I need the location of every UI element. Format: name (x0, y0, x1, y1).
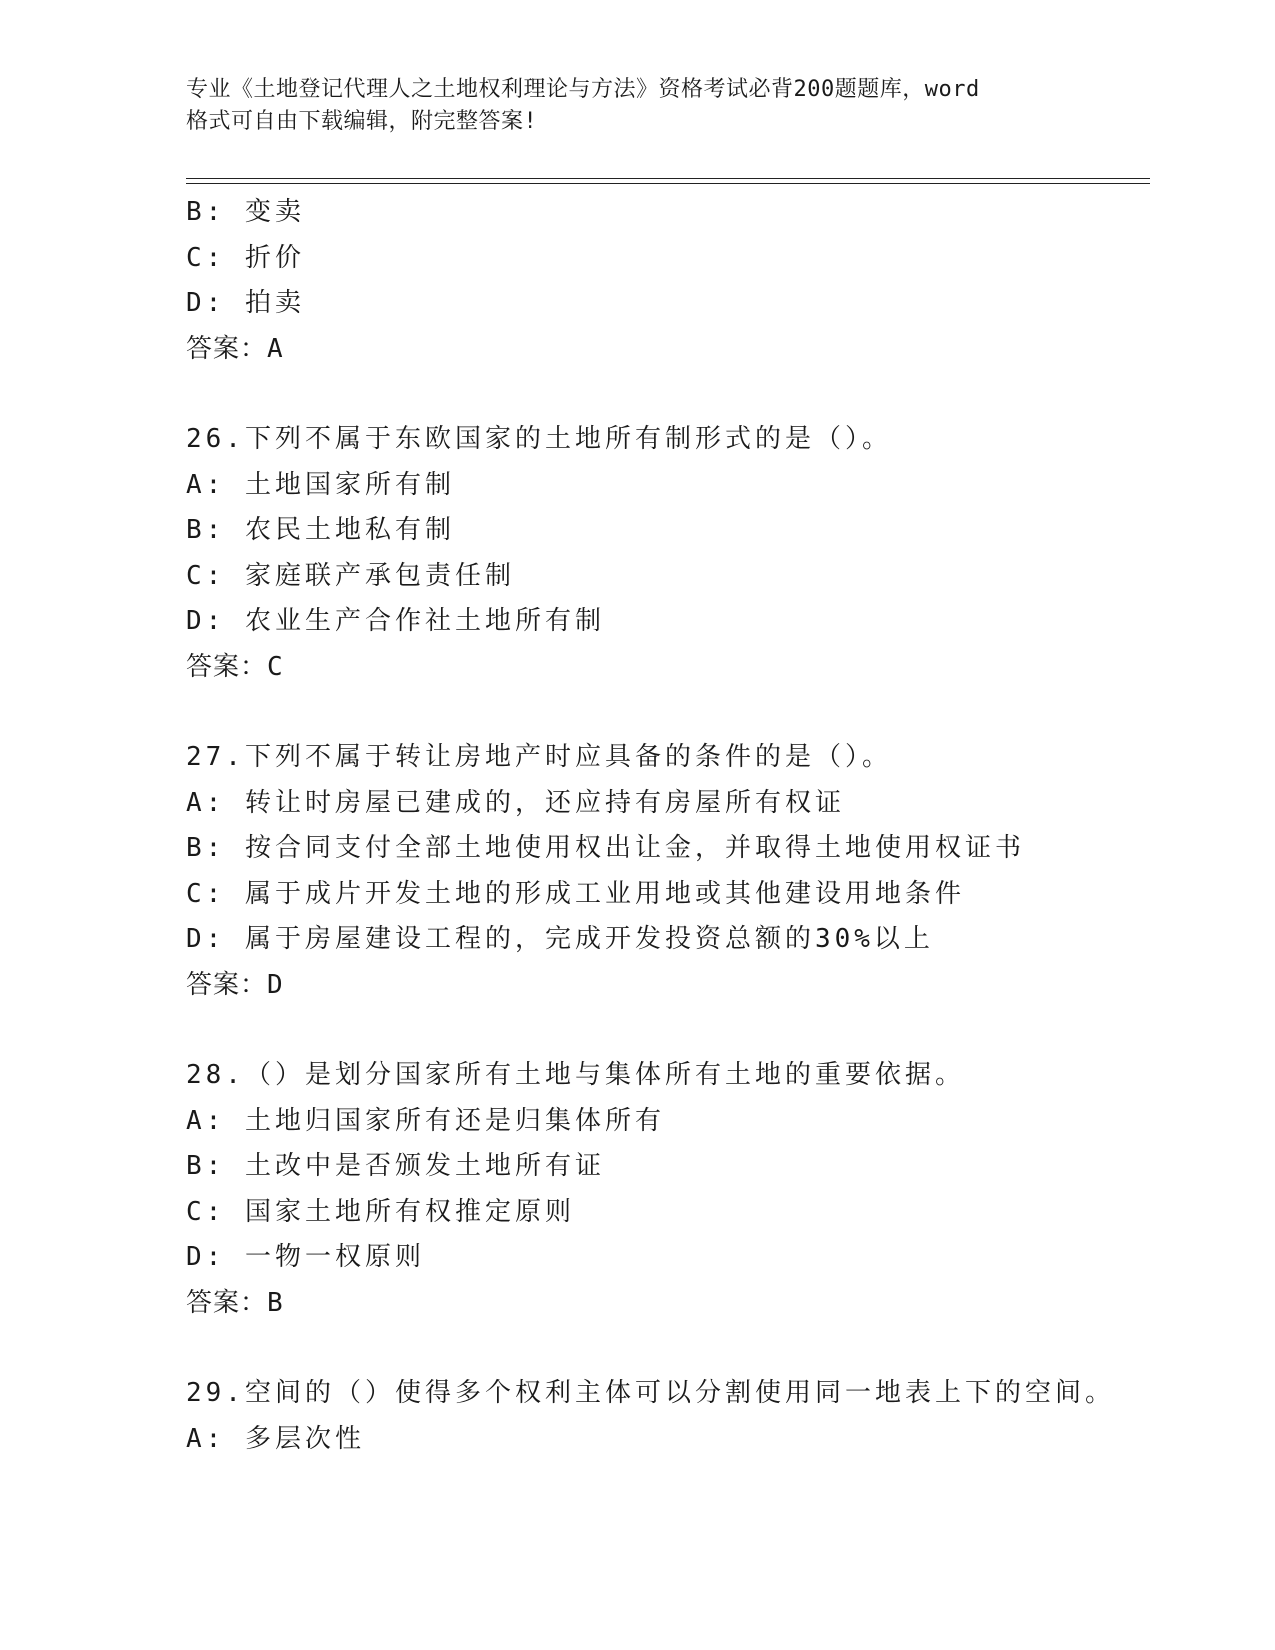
question-stem: 28.（）是划分国家所有土地与集体所有土地的重要依据。 (186, 1060, 965, 1090)
document-header (186, 74, 1086, 138)
option-line: B: 变卖 (186, 197, 305, 227)
spacer (186, 372, 1146, 417)
spacer (186, 1326, 1146, 1371)
option-line: D: 农业生产合作社土地所有制 (186, 606, 605, 636)
header-line-2: 格式可自由下载编辑，附完整答案! (186, 109, 538, 134)
option-line: B: 土改中是否颁发土地所有证 (186, 1151, 605, 1181)
option-line: B: 农民土地私有制 (186, 515, 455, 545)
answer-line: 答案：A (186, 333, 284, 364)
answer-line: 答案：D (186, 969, 284, 1000)
option-line: A: 多层次性 (186, 1423, 365, 1454)
option-line: C: 折价 (186, 242, 305, 273)
spacer (186, 690, 1146, 735)
header-rule-top (186, 178, 1150, 179)
question-stem: 26.下列不属于东欧国家的土地所有制形式的是（）。 (186, 424, 892, 454)
option-line: D: 拍卖 (186, 288, 305, 318)
option-line: D: 一物一权原则 (186, 1242, 425, 1272)
question-stem: 27.下列不属于转让房地产时应具备的条件的是（）。 (186, 742, 892, 772)
answer-line: 答案：C (186, 651, 284, 682)
answer-line: 答案：B (186, 1287, 284, 1318)
question-stem: 29.空间的（）使得多个权利主体可以分割使用同一地表上下的空间。 (186, 1378, 1115, 1408)
option-line: C: 家庭联产承包责任制 (186, 560, 515, 591)
option-line: C: 属于成片开发土地的形成工业用地或其他建设用地条件 (186, 878, 965, 909)
header-line-1: 专业《土地登记代理人之土地权利理论与方法》资格考试必背200题题库，word (186, 77, 980, 102)
option-line: C: 国家土地所有权推定原则 (186, 1196, 575, 1227)
option-line: A: 土地国家所有制 (186, 469, 455, 500)
option-line: A: 转让时房屋已建成的，还应持有房屋所有权证 (186, 787, 845, 818)
option-line: B: 按合同支付全部土地使用权出让金，并取得土地使用权证书 (186, 833, 1025, 863)
spacer (186, 1008, 1146, 1053)
option-line: D: 属于房屋建设工程的，完成开发投资总额的30%以上 (186, 924, 934, 954)
header-rule-bottom (186, 183, 1150, 184)
option-line: A: 土地归国家所有还是归集体所有 (186, 1105, 665, 1136)
question-list (186, 190, 1146, 1462)
